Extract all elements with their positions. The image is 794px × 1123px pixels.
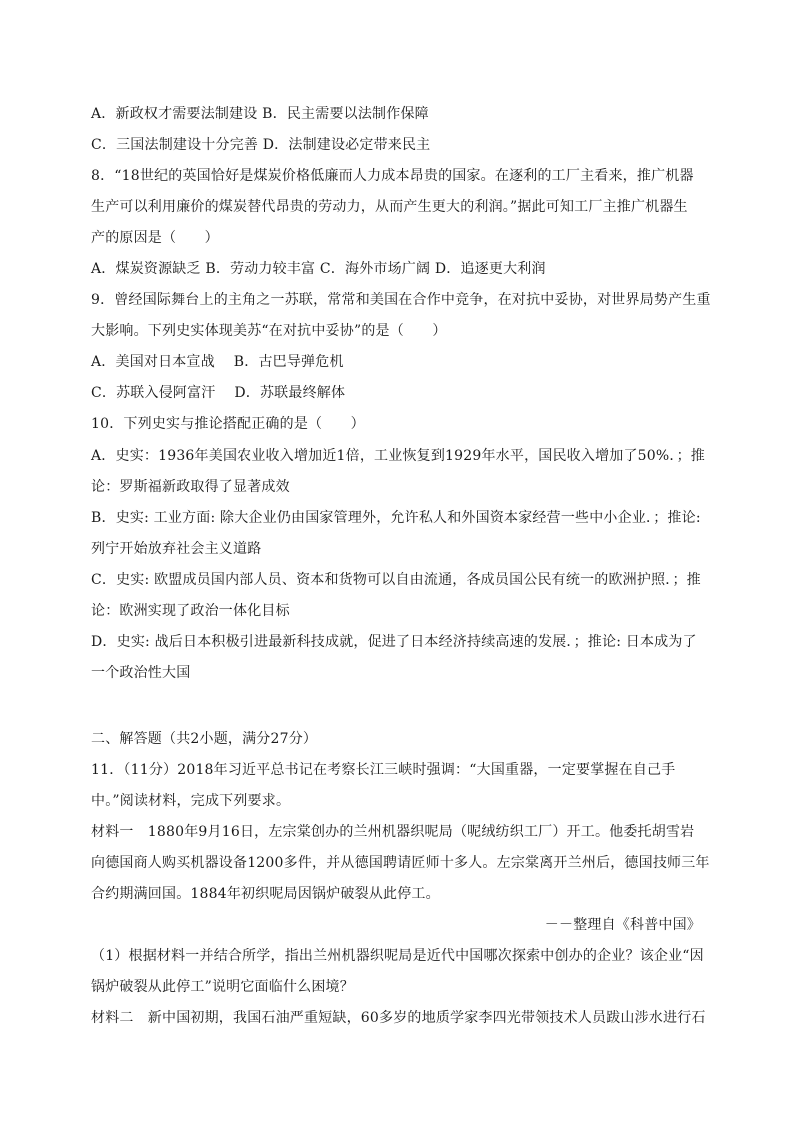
question-line: 11．（11分）2018年习近平总书记在考察长江三峡时强调：“大国重器，一定要掌握在自己手 (91, 762, 676, 778)
option-line: 论：罗斯福新政取得了显著成效 (91, 479, 290, 495)
option-line: A．新政权才需要法制建设 B．民主需要以法制作保障 (91, 106, 429, 122)
material-line: 材料一 1880年9月16日，左宗棠创办的兰州机器织呢局（呢绒纺织工厂）开工。他委托胡雪岩 (91, 824, 695, 840)
material-line: 合约期满回国。1884年初织呢局因锅炉破裂从此停工。 (91, 886, 440, 902)
question-line: 大影响。下列史实体现美苏“在对抗中妥协”的是（ ） (91, 323, 447, 339)
option-line: 列宁开始放弃社会主义道路 (91, 541, 262, 557)
option-line: A．美国对日本宣战 B．古巴导弹危机 (91, 354, 344, 370)
option-line: 一个政治性大国 (91, 665, 191, 681)
question-line: 10．下列史实与推论搭配正确的是（ ） (91, 416, 365, 432)
option-line: 论：欧洲实现了政治一体化目标 (91, 603, 290, 619)
option-line: C．苏联入侵阿富汗 D．苏联最终解体 (91, 385, 346, 401)
material-line: 向德国商人购买机器设备1200多件，并从德国聘请匠师十多人。左宗棠离开兰州后，德国技师三年 (91, 855, 710, 871)
option-line: B．史实: 工业方面: 除大企业仍由国家管理外，允许私人和外国资本家经营一些中小企业．；推论: (91, 510, 701, 526)
option-line: C．三国法制建设十分完善 D．法制建设必定带来民主 (91, 137, 431, 153)
material-line: 材料二 新中国初期，我国石油严重短缺，60多岁的地质学家李四光带领技术人员跋山涉水进行石 (91, 1010, 706, 1026)
question-line: 锅炉破裂从此停工”说明它面临什么困境？ (91, 979, 354, 995)
question-line: 8．“18世纪的英国恰好是煤炭价格低廉而人力成本昂贵的国家。在逐利的工厂主看来，推广机器 (91, 168, 694, 184)
option-line: A．煤炭资源缺乏 B．劳动力较丰富 C．海外市场广阔 D．追逐更大利润 (91, 261, 546, 277)
question-line: 生产可以利用廉价的煤炭替代昂贵的劳动力，从而产生更大的利润。”据此可知工厂主推广机器生 (91, 199, 688, 215)
option-line: D．史实: 战后日本积极引进最新科技成就，促进了日本经济持续高速的发展．；推论: 日本成为了 (91, 634, 697, 650)
question-line: 产的原因是（ ） (91, 230, 219, 246)
question-line: 中。”阅读材料，完成下列要求。 (91, 793, 291, 809)
option-line: A．史实：1936年美国农业收入增加近1倍，工业恢复到1929年水平，国民收入增加了50%．；推 (91, 448, 705, 464)
section-heading: 二、解答题（共2小题，满分27分） (91, 731, 318, 747)
source-citation: －－整理自《科普中国》 (544, 917, 701, 933)
question-line: 9．曾经国际舞台上的主角之一苏联，常常和美国在合作中竞争，在对抗中妥协，对世界局势产生重 (91, 292, 711, 308)
option-line: C．史实: 欧盟成员国内部人员、资本和货物可以自由流通，各成员国公民有统一的欧洲护照．；推 (91, 572, 701, 588)
question-line: （1）根据材料一并结合所学，指出兰州机器织呢局是近代中国哪次探索中创办的企业？该企业“因 (91, 948, 704, 964)
